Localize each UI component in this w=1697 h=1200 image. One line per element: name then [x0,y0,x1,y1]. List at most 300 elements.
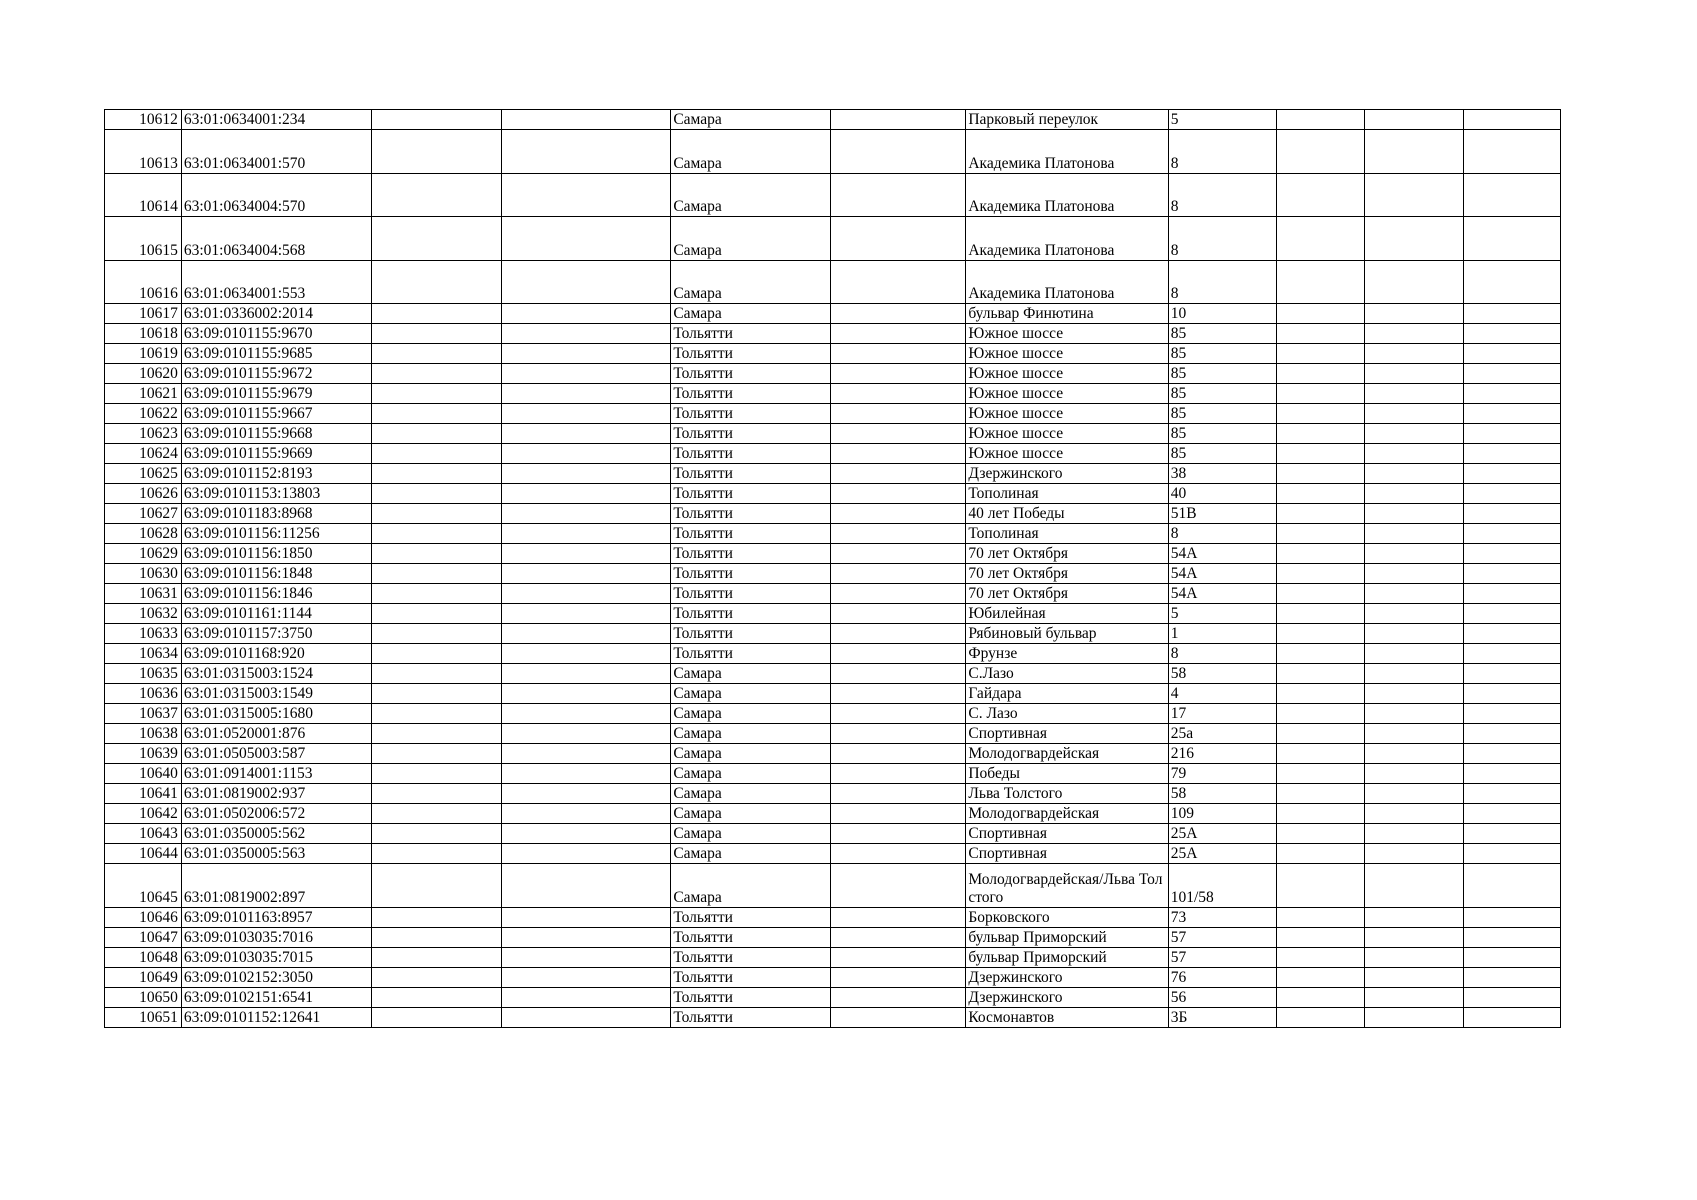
table-row [105,684,1561,704]
row-number-cell: 10622 [105,404,182,424]
empty-cell [1365,604,1463,624]
cadastral-number-cell: 63:01:0315005:1680 [181,704,371,724]
empty-cell [371,644,501,664]
table-row [105,744,1561,764]
empty-cell [1463,444,1560,464]
empty-cell [1463,784,1560,804]
empty-cell [501,304,671,324]
empty-cell [1463,424,1560,444]
empty-cell [501,824,671,844]
empty-cell [501,624,671,644]
house-number-cell: 5 [1168,604,1277,624]
empty-cell [1277,624,1365,644]
empty-cell [1365,130,1463,174]
empty-cell [371,624,501,644]
empty-cell [501,424,671,444]
row-number-cell: 10630 [105,564,182,584]
row-number-cell: 10650 [105,987,182,1007]
street-cell: Академика Платонова [966,217,1168,261]
row-number-cell: 10616 [105,260,182,304]
empty-cell [501,907,671,927]
empty-cell [1365,664,1463,684]
cadastral-number-cell: 63:09:0101156:1850 [181,544,371,564]
empty-cell [371,947,501,967]
house-number-cell: 8 [1168,524,1277,544]
house-number-cell: 85 [1168,344,1277,364]
house-number-cell: 38 [1168,464,1277,484]
city-cell: Тольятти [671,444,830,464]
empty-cell [1463,927,1560,947]
empty-cell [1463,260,1560,304]
table-row [105,784,1561,804]
empty-cell [371,764,501,784]
empty-cell [1463,967,1560,987]
row-number-cell: 10649 [105,967,182,987]
empty-cell [1463,404,1560,424]
city-cell: Самара [671,864,830,908]
empty-cell [830,444,966,464]
cadastral-number-cell: 63:09:0101152:8193 [181,464,371,484]
empty-cell [501,364,671,384]
cadastral-number-cell: 63:09:0102151:6541 [181,987,371,1007]
empty-cell [371,484,501,504]
empty-cell [830,1007,966,1027]
empty-cell [371,684,501,704]
empty-cell [1365,404,1463,424]
empty-cell [1463,644,1560,664]
row-number-cell: 10613 [105,130,182,174]
empty-cell [1365,444,1463,464]
empty-cell [830,927,966,947]
cadastral-number-cell: 63:09:0101163:8957 [181,907,371,927]
cadastral-number-cell: 63:09:0101155:9679 [181,384,371,404]
table-row [105,544,1561,564]
cadastral-number-cell: 63:01:0350005:563 [181,844,371,864]
empty-cell [371,130,501,174]
empty-cell [830,704,966,724]
empty-cell [371,804,501,824]
house-number-cell: 76 [1168,967,1277,987]
empty-cell [501,947,671,967]
empty-cell [1277,464,1365,484]
house-number-cell: 58 [1168,664,1277,684]
empty-cell [371,967,501,987]
street-cell: Академика Платонова [966,173,1168,217]
row-number-cell: 10618 [105,324,182,344]
table-row [105,664,1561,684]
empty-cell [1463,504,1560,524]
street-cell: Спортивная [966,844,1168,864]
city-cell: Тольятти [671,484,830,504]
empty-cell [1365,947,1463,967]
table-row [105,824,1561,844]
empty-cell [1277,844,1365,864]
empty-cell [830,524,966,544]
cadastral-number-cell: 63:09:0101155:9670 [181,324,371,344]
empty-cell [1463,324,1560,344]
house-number-cell: 57 [1168,947,1277,967]
table-row [105,624,1561,644]
street-cell: 70 лет Октября [966,584,1168,604]
empty-cell [1463,344,1560,364]
empty-cell [1277,344,1365,364]
empty-cell [501,130,671,174]
empty-cell [501,864,671,908]
empty-cell [501,967,671,987]
empty-cell [1365,384,1463,404]
empty-cell [1277,384,1365,404]
empty-cell [1463,1007,1560,1027]
street-cell: Южное шоссе [966,424,1168,444]
empty-cell [1365,1007,1463,1027]
house-number-cell: 85 [1168,444,1277,464]
empty-cell [1463,544,1560,564]
row-number-cell: 10626 [105,484,182,504]
empty-cell [501,744,671,764]
cadastral-number-cell: 63:09:0101155:9669 [181,444,371,464]
empty-cell [1365,764,1463,784]
city-cell: Самара [671,764,830,784]
house-number-cell: 85 [1168,424,1277,444]
empty-cell [1365,364,1463,384]
city-cell: Тольятти [671,424,830,444]
empty-cell [1365,544,1463,564]
empty-cell [830,664,966,684]
empty-cell [1365,504,1463,524]
city-cell: Тольятти [671,324,830,344]
empty-cell [501,544,671,564]
table-row [105,324,1561,344]
empty-cell [1463,987,1560,1007]
empty-cell [501,644,671,664]
empty-cell [501,524,671,544]
table-row [105,484,1561,504]
empty-cell [371,384,501,404]
empty-cell [1463,764,1560,784]
cadastral-number-cell: 63:09:0101153:13803 [181,484,371,504]
cadastral-number-cell: 63:09:0101156:1848 [181,564,371,584]
house-number-cell: 8 [1168,260,1277,304]
row-number-cell: 10627 [105,504,182,524]
cadastral-number-cell: 63:09:0103035:7016 [181,927,371,947]
cadastral-number-cell: 63:01:0315003:1549 [181,684,371,704]
row-number-cell: 10632 [105,604,182,624]
empty-cell [1277,764,1365,784]
city-cell: Самара [671,217,830,261]
table-row [105,464,1561,484]
empty-cell [830,504,966,524]
house-number-cell: 8 [1168,644,1277,664]
city-cell: Тольятти [671,344,830,364]
row-number-cell: 10643 [105,824,182,844]
empty-cell [830,864,966,908]
empty-cell [501,1007,671,1027]
empty-cell [1463,604,1560,624]
row-number-cell: 10637 [105,704,182,724]
city-cell: Самара [671,724,830,744]
cadastral-number-cell: 63:01:0634001:553 [181,260,371,304]
empty-cell [501,724,671,744]
table-row [105,947,1561,967]
empty-cell [1463,130,1560,174]
cadastral-number-cell: 63:01:0819002:937 [181,784,371,804]
house-number-cell: 101/58 [1168,864,1277,908]
house-number-cell: 54А [1168,544,1277,564]
row-number-cell: 10641 [105,784,182,804]
empty-cell [371,724,501,744]
street-cell: бульвар Приморский [966,947,1168,967]
empty-cell [830,804,966,824]
table-row [105,344,1561,364]
empty-cell [1463,907,1560,927]
empty-cell [830,364,966,384]
table-row [105,724,1561,744]
empty-cell [830,217,966,261]
empty-cell [1365,344,1463,364]
empty-cell [371,304,501,324]
row-number-cell: 10646 [105,907,182,927]
table-row [105,644,1561,664]
empty-cell [371,907,501,927]
empty-cell [1277,444,1365,464]
empty-cell [830,424,966,444]
city-cell: Тольятти [671,624,830,644]
empty-cell [371,844,501,864]
street-cell: 70 лет Октября [966,564,1168,584]
empty-cell [1463,624,1560,644]
empty-cell [830,604,966,624]
empty-cell [830,764,966,784]
empty-cell [1365,744,1463,764]
empty-cell [501,584,671,604]
row-number-cell: 10612 [105,110,182,130]
street-cell: С. Лазо [966,704,1168,724]
empty-cell [1277,804,1365,824]
empty-cell [501,464,671,484]
street-cell: Борковского [966,907,1168,927]
empty-cell [830,624,966,644]
street-cell: Рябиновый бульвар [966,624,1168,644]
cadastral-number-cell: 63:01:0336002:2014 [181,304,371,324]
row-number-cell: 10614 [105,173,182,217]
empty-cell [1277,260,1365,304]
city-cell: Тольятти [671,544,830,564]
house-number-cell: 73 [1168,907,1277,927]
street-cell: Южное шоссе [966,384,1168,404]
city-cell: Тольятти [671,947,830,967]
empty-cell [501,444,671,464]
empty-cell [1277,744,1365,764]
table-row [105,504,1561,524]
cadastral-number-cell: 63:09:0101183:8968 [181,504,371,524]
house-number-cell: 109 [1168,804,1277,824]
empty-cell [1463,947,1560,967]
empty-cell [830,844,966,864]
empty-cell [1277,644,1365,664]
row-number-cell: 10642 [105,804,182,824]
empty-cell [501,764,671,784]
empty-cell [830,784,966,804]
city-cell: Тольятти [671,967,830,987]
street-cell: Фрунзе [966,644,1168,664]
empty-cell [371,217,501,261]
table-row [105,864,1561,908]
city-cell: Тольятти [671,524,830,544]
row-number-cell: 10625 [105,464,182,484]
empty-cell [371,344,501,364]
empty-cell [371,464,501,484]
table-row [105,967,1561,987]
empty-cell [1365,724,1463,744]
table-row [105,384,1561,404]
row-number-cell: 10628 [105,524,182,544]
empty-cell [1463,724,1560,744]
cadastral-number-cell: 63:09:0101155:9668 [181,424,371,444]
empty-cell [1365,844,1463,864]
empty-cell [1365,304,1463,324]
house-number-cell: 25А [1168,844,1277,864]
empty-cell [501,604,671,624]
street-cell: Молодогвардейская [966,804,1168,824]
empty-cell [830,484,966,504]
empty-cell [1277,504,1365,524]
table-row [105,907,1561,927]
city-cell: Тольятти [671,464,830,484]
empty-cell [830,544,966,564]
empty-cell [1277,217,1365,261]
empty-cell [501,344,671,364]
table-row [105,217,1561,261]
empty-cell [830,344,966,364]
empty-cell [830,324,966,344]
house-number-cell: 54А [1168,564,1277,584]
row-number-cell: 10647 [105,927,182,947]
street-cell: Космонавтов [966,1007,1168,1027]
street-cell: Дзержинского [966,464,1168,484]
empty-cell [371,504,501,524]
empty-cell [371,404,501,424]
empty-cell [830,564,966,584]
house-number-cell: 58 [1168,784,1277,804]
house-number-cell: 85 [1168,324,1277,344]
street-cell: Тополиная [966,484,1168,504]
city-cell: Самара [671,784,830,804]
empty-cell [1463,804,1560,824]
street-cell: Южное шоссе [966,444,1168,464]
empty-cell [501,804,671,824]
table-row [105,304,1561,324]
empty-cell [830,173,966,217]
empty-cell [501,484,671,504]
street-cell: 70 лет Октября [966,544,1168,564]
street-cell: Южное шоссе [966,344,1168,364]
empty-cell [1365,524,1463,544]
empty-cell [371,987,501,1007]
street-cell: Юбилейная [966,604,1168,624]
city-cell: Тольятти [671,384,830,404]
empty-cell [1365,927,1463,947]
cadastral-number-cell: 63:09:0101168:920 [181,644,371,664]
table-row [105,404,1561,424]
cadastral-number-cell: 63:09:0101161:1144 [181,604,371,624]
address-table [104,109,1561,1028]
house-number-cell: 4 [1168,684,1277,704]
empty-cell [371,864,501,908]
row-number-cell: 10633 [105,624,182,644]
city-cell: Тольятти [671,404,830,424]
table-row [105,844,1561,864]
row-number-cell: 10619 [105,344,182,364]
house-number-cell: 54А [1168,584,1277,604]
house-number-cell: 1 [1168,624,1277,644]
empty-cell [1463,704,1560,724]
house-number-cell: 56 [1168,987,1277,1007]
city-cell: Самара [671,844,830,864]
cadastral-number-cell: 63:01:0315003:1524 [181,664,371,684]
city-cell: Самара [671,744,830,764]
row-number-cell: 10631 [105,584,182,604]
empty-cell [501,684,671,704]
empty-cell [1365,464,1463,484]
empty-cell [1365,260,1463,304]
empty-cell [1365,824,1463,844]
empty-cell [371,260,501,304]
row-number-cell: 10624 [105,444,182,464]
table-row [105,524,1561,544]
empty-cell [371,110,501,130]
house-number-cell: 85 [1168,404,1277,424]
city-cell: Самара [671,824,830,844]
row-number-cell: 10638 [105,724,182,744]
empty-cell [371,1007,501,1027]
table-row [105,584,1561,604]
cadastral-number-cell: 63:09:0101155:9672 [181,364,371,384]
empty-cell [371,524,501,544]
empty-cell [501,564,671,584]
street-cell: Южное шоссе [966,364,1168,384]
empty-cell [830,724,966,744]
empty-cell [1277,987,1365,1007]
house-number-cell: 40 [1168,484,1277,504]
empty-cell [1365,784,1463,804]
empty-cell [371,927,501,947]
table-row [105,444,1561,464]
table-row [105,927,1561,947]
empty-cell [830,947,966,967]
empty-cell [371,784,501,804]
house-number-cell: 10 [1168,304,1277,324]
empty-cell [1463,484,1560,504]
empty-cell [830,404,966,424]
city-cell: Тольятти [671,1007,830,1027]
city-cell: Тольятти [671,644,830,664]
table-row [105,804,1561,824]
empty-cell [830,260,966,304]
empty-cell [1365,907,1463,927]
empty-cell [1463,684,1560,704]
empty-cell [1365,324,1463,344]
house-number-cell: 25а [1168,724,1277,744]
empty-cell [371,584,501,604]
empty-cell [501,504,671,524]
row-number-cell: 10640 [105,764,182,784]
street-cell: Гайдара [966,684,1168,704]
city-cell: Самара [671,804,830,824]
street-cell: Дзержинского [966,967,1168,987]
cadastral-number-cell: 63:09:0101157:3750 [181,624,371,644]
empty-cell [1277,907,1365,927]
empty-cell [1463,744,1560,764]
